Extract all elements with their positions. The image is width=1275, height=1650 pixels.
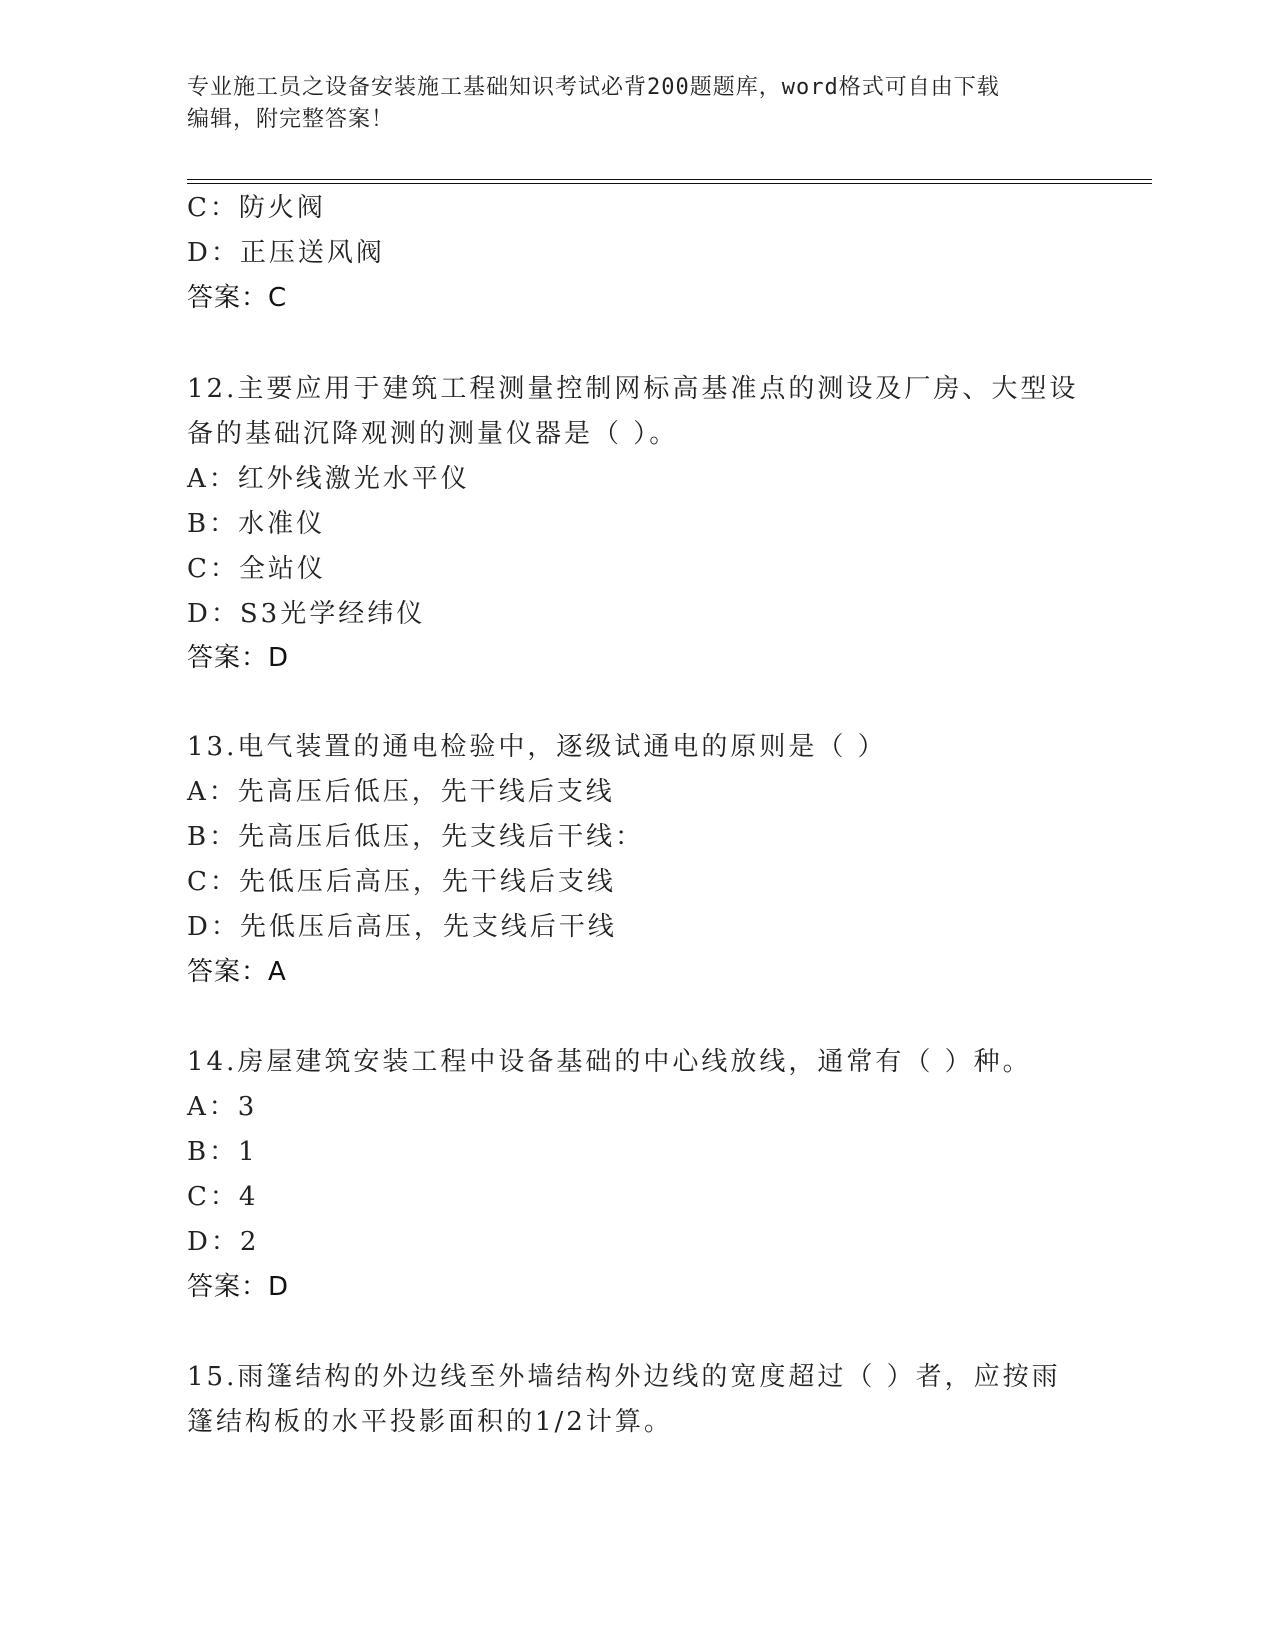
header-divider-bottom [187,183,1152,184]
q15-stem-line-1: 15.雨篷结构的外边线至外墙结构外边线的宽度超过（ ）者，应按雨 [187,1362,1061,1392]
q14-option-c: C：4 [187,1182,259,1212]
q12-answer: 答案：D [187,643,290,673]
q13-option-d: D：先低压后高压，先支线后干线 [187,912,617,942]
q12-option-c: C：全站仪 [187,554,326,584]
q13-option-c: C：先低压后高压，先干线后支线 [187,867,616,897]
q14-option-b: B：1 [187,1137,258,1167]
q12-option-b: B：水准仪 [187,509,326,539]
q12-stem-line-2: 备的基础沉降观测的测量仪器是（ ）。 [187,419,679,449]
q14-stem-line-1: 14.房屋建筑安装工程中设备基础的中心线放线，通常有（ ）种。 [187,1047,1032,1077]
q12-option-a: A：红外线激光水平仪 [187,464,470,494]
q12-stem-line-1: 12.主要应用于建筑工程测量控制网标高基准点的测设及厂房、大型设 [187,374,1079,404]
header-line-2: 编辑，附完整答案！ [187,107,395,132]
q11-option-c: C：防火阀 [187,193,326,223]
q14-option-a: A：3 [187,1092,258,1122]
q11-answer: 答案：C [187,283,288,313]
q13-option-a: A：先高压后低压，先干线后支线 [187,777,615,807]
q13-answer: 答案：A [187,957,287,987]
q14-option-d: D：2 [187,1227,260,1257]
q12-option-d: D：S3光学经纬仪 [187,599,426,629]
header-divider-top [187,179,1152,180]
q11-option-d: D：正压送风阀 [187,238,385,268]
q13-stem-line-1: 13.电气装置的通电检验中，逐级试通电的原则是（ ） [187,732,887,762]
header-line-1: 专业施工员之设备安装施工基础知识考试必背200题题库，word格式可自由下载 [187,75,1000,100]
q13-option-b: B：先高压后低压，先支线后干线： [187,822,645,852]
document-header [187,72,1087,136]
q14-answer: 答案：D [187,1272,290,1302]
q15-stem-line-2: 篷结构板的水平投影面积的1/2计算。 [187,1407,673,1437]
